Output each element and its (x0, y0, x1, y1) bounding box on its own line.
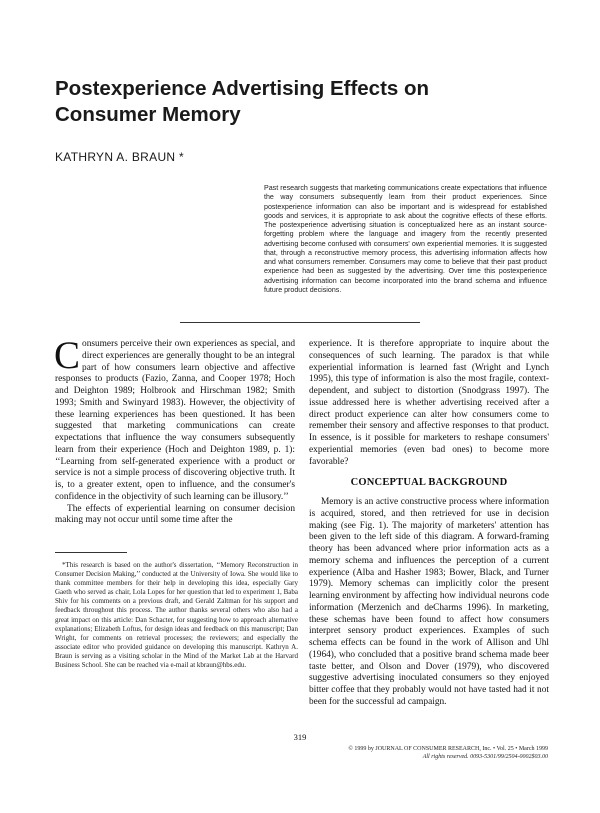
copyright-line: © 1999 by JOURNAL OF CONSUMER RESEARCH, Inc. • Vol. 25 • March 1999 (348, 746, 548, 752)
drop-cap: C (54, 334, 81, 377)
section-heading: CONCEPTUAL BACKGROUND (350, 477, 508, 488)
article-title: Postexperience Advertising Effects on Consumer Memory (55, 77, 430, 126)
intro-paragraph-text: onsumers perceive their own experiences as special, and direct experiences are generally thought to be an integral part of how consumers learn objective and affective responses to products (Fazio, Zanna, and Cooper 1978; Hoch and Deighton 1989; Holbrook and Hirschman 1982; Smith 1993; Smith and Swinyard 1983). However, the objectivity of these learning experiences has been questioned. It has been suggested that marketing communications can create expectations that influence the way consumers subsequently learn from their experience (Hoch and Deighton 1989, p. 1): ‘‘Learning from self-generated experience with a product or service is not a simple process of discovering objective truth. It is, to a greater extent, open to influence, and the consumer's confidence in the objectivity of such learning can be illusory.’’ (55, 339, 295, 502)
rights-line: All rights reserved. 0093-5301/99/2504-0002$03.00 (422, 754, 548, 760)
body-column-right (309, 339, 549, 468)
author-name: KATHRYN A. BRAUN * (55, 150, 184, 164)
abstract: Past research suggests that marketing communications create expectations that influence the way consumers subsequently learn from their product experiences. Since postexperience information can also be important and is widespread for established goods and services, it is appropriate to ask about the cognitive effects of these efforts. The postexperience advertising situation is conceptualized here as an instant source-forgetting problem where the language and imagery from the recently presented advertising become confused with consumers' own experiential memories. It is suggested that, through a reconstructive memory process, this advertising information affects how and what consumers remember. Consumers may come to believe that their past product experience had been as suggested by the advertising. Over time this postexperience advertising information can become incorporated into the brand schema and influence future product decisions. (264, 184, 547, 294)
left-paragraph-2: The effects of experiential learning on consumer decision making may not occur until some time after the (55, 503, 295, 526)
copyright-block (310, 745, 548, 761)
page-number: 319 (293, 732, 307, 742)
author-footnote: *This research is based on the author's dissertation, ‘‘Memory Reconstruction in Consumer Decision Making,’’ conducted at the University of Iowa. She would like to thank committee members for their help in developing this idea, especially Gary Gaeth who served as chair, Lola Lopes for her question that led to experiment 1, Baba Shiv for his comments on a previous draft, and Gerald Zaltman for his support and feedback throughout this process. The author thanks several others who also had a great impact on this article: Dan Schacter, for suggesting how to approach alternative explanations; Elizabeth Loftus, for design ideas and feedback on this manuscript; Dan Wright, for comments on retrieval processes; the reviewers; and especially the associate editor who provided guidance on developing this manuscript. Kathryn A. Braun is serving as a visiting scholar in the Mind of the Market Lab at the Harvard Business School. She can be reached via e-mail at kbraun@hbs.edu. (55, 561, 298, 670)
footnote-divider (55, 552, 127, 553)
section-divider (180, 322, 420, 323)
right-paragraph-2: Memory is an active constructive process where information is acquired, stored, and then retrieved for use in decision making (see Fig. 1). The majority of marketers' attention has been given to the left side of this diagram. A forward-framing theory has been advanced where prior information acts as a memory schema and influences the perception of a current experience (Alba and Hasher 1983; Bower, Black, and Turner 1979). Memory schemas can implicitly color the present learning environment by affecting how individual neurons code information (Merzenich and deCharms 1996). In marketing, these schemas have been found to affect how consumers interpret sensory product experiences. Examples of such schema effects can be found in the work of Allison and Uhl (1964), who concluded that a positive brand schema made beer taste better, and Olson and Dover (1979), who discovered suggestive advertising inoculated consumers so they enjoyed bitter coffee that they probably would not have tasted had it not been for the successful ad campaign. (309, 497, 549, 707)
right-paragraph-1: experience. It is therefore appropriate to inquire about the consequences of such learning. The paradox is that while experiential information is learned fast (Wright and Lynch 1995), this type of information is also the most fragile, context-dependent, and subject to distortion (Snodgrass 1997). The issue addressed here is whether advertising received after a direct product experience can alter how consumers come to remember their sensory and affective responses to that product. In essence, is it possible for marketers to reshape consumers' experiential memories (even bad ones) to become more favorable? (309, 339, 549, 467)
intro-paragraph (54, 334, 295, 504)
body-column-left (54, 334, 295, 527)
body-column-right-lower (309, 497, 549, 709)
